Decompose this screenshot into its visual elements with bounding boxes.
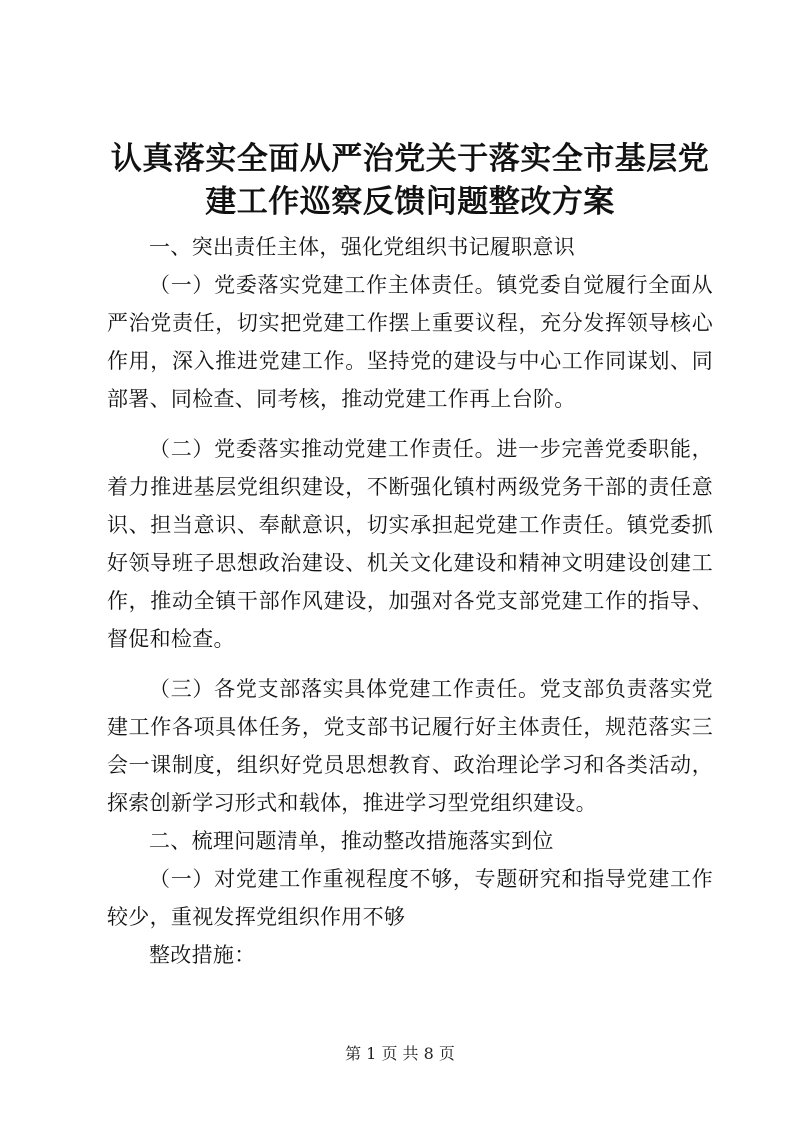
section-heading-2: 二、梳理问题清单，推动整改措施落实到位 bbox=[149, 829, 554, 853]
paragraph-2-1: （一）对党建工作重视程度不够，专题研究和指导党建工作较少，重视发挥党组织作用不够 bbox=[107, 867, 713, 929]
document-body bbox=[107, 228, 713, 974]
document-title: 认真落实全面从严治党关于落实全市基层党建工作巡察反馈问题整改方案 bbox=[110, 141, 710, 220]
measures-label: 整改措施： bbox=[149, 943, 256, 967]
section-heading-1: 一、突出责任主体，强化党组织书记履职意识 bbox=[149, 235, 575, 259]
paragraph-1-1: （一）党委落实党建工作主体责任。镇党委自觉履行全面从严治党责任，切实把党建工作摆上重要议程，充分发挥领导核心作用，深入推进党建工作。坚持党的建设与中心工作同谋划、同部署、同检查、同考核，推动党建工作再上台阶。 bbox=[107, 273, 713, 411]
paragraph-1-3: （三）各党支部落实具体党建工作责任。党支部负责落实党建工作各项具体任务，党支部书记履行好主体责任，规范落实三会一课制度，组织好党员思想教育、政治理论学习和各类活动，探索创新学习形式和载体，推进学习型党组织建设。 bbox=[107, 677, 713, 815]
page-footer bbox=[0, 1044, 800, 1064]
paragraph-1-2: （二）党委落实推动党建工作责任。进一步完善党委职能，着力推进基层党组织建设，不断强化镇村两级党务干部的责任意识、担当意识、奉献意识，切实承担起党建工作责任。镇党委抓好领导班子思想政治建设、机关文化建设和精神文明建设创建工作，推动全镇干部作风建设，加强对各党支部党建工作的指导、督促和检查。 bbox=[107, 437, 713, 651]
page-number-label: 第 1 页 共 8 页 bbox=[345, 1044, 455, 1063]
